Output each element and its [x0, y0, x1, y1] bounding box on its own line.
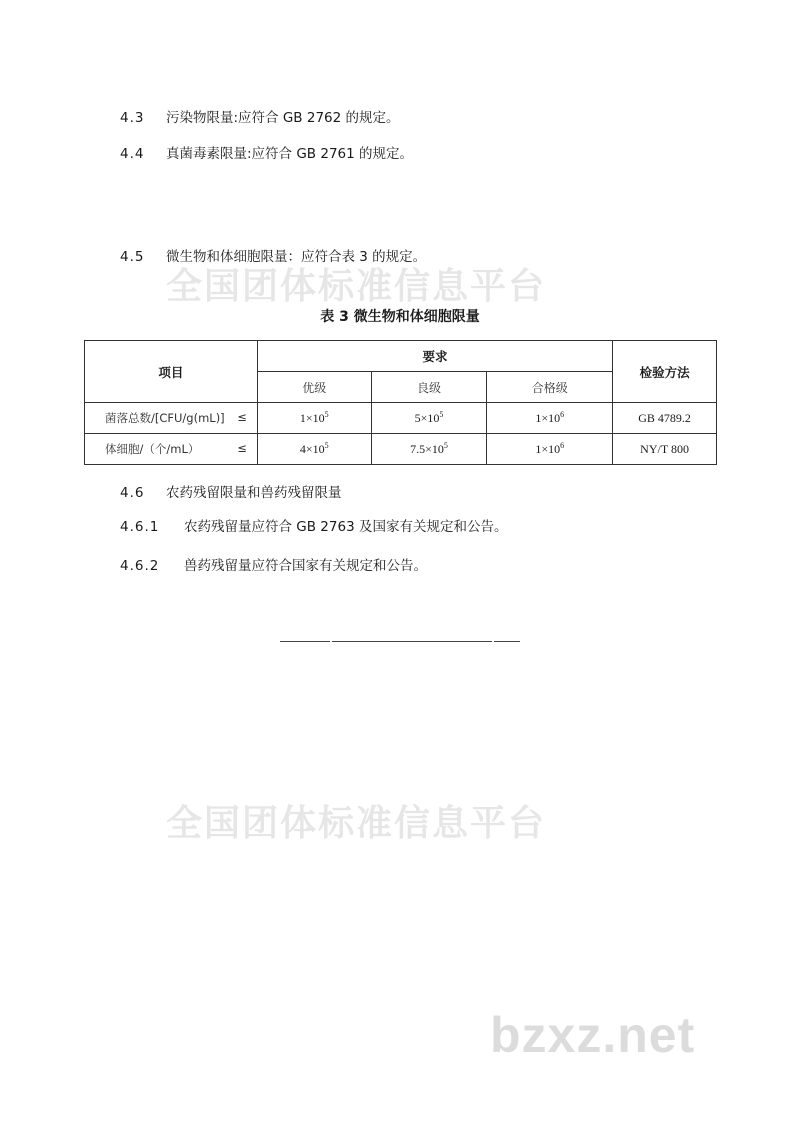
table-title: 表 3 微生物和体细胞限量	[320, 309, 480, 325]
clause-4-6-1	[120, 515, 507, 535]
clause-4-5	[120, 245, 426, 265]
value-method: NY/T 800	[613, 434, 717, 465]
watermark-top: 全国团体标准信息平台	[166, 266, 547, 307]
watermark-middle: 全国团体标准信息平台	[166, 803, 547, 844]
clause-text: 兽药残留量应符合国家有关规定和公告。	[184, 558, 427, 574]
clause-text: 农药残留限量和兽药残留限量	[166, 485, 342, 501]
value-good: $5\times 10^5$	[371, 403, 487, 434]
clause-number: 4.6.1	[120, 519, 160, 535]
grade-good: 良级	[371, 372, 487, 403]
clause-4-6-2	[120, 554, 427, 574]
table-row	[85, 434, 717, 465]
clause-number: 4.6	[120, 485, 145, 501]
row-item	[85, 403, 258, 434]
table-row	[85, 403, 717, 434]
clause-text: 农药残留量应符合 GB 2763 及国家有关规定和公告。	[184, 519, 508, 535]
clause-number: 4.4	[120, 146, 145, 162]
clause-number: 4.6.2	[120, 558, 160, 574]
value-good: $7.5\times 10^5$	[371, 434, 487, 465]
end-rule-center	[332, 641, 492, 642]
limits-table	[84, 340, 717, 465]
clause-4-3	[120, 106, 400, 126]
value-premium: $1\times 10^5$	[257, 403, 371, 434]
brand-watermark: bzxz.net	[490, 1007, 696, 1063]
table-header-row	[85, 341, 717, 372]
value-qualified: $1\times 10^6$	[487, 403, 613, 434]
clause-4-4	[120, 142, 413, 162]
end-rule-right	[494, 641, 520, 642]
clause-number: 4.3	[120, 110, 145, 126]
item-label: 体细胞/（个/mL）	[105, 442, 200, 456]
clause-4-6	[120, 481, 342, 501]
clause-text: 微生物和体细胞限量：应符合表 3 的规定。	[166, 249, 427, 265]
value-method: GB 4789.2	[613, 403, 717, 434]
clause-text: 真菌毒素限量:应符合 GB 2761 的规定。	[166, 146, 414, 162]
clause-number: 4.5	[120, 249, 145, 265]
row-item	[85, 434, 258, 465]
grade-premium: 优级	[257, 372, 371, 403]
grade-qualified: 合格级	[487, 372, 613, 403]
header-method: 检验方法	[613, 341, 717, 403]
item-operator: ≤	[237, 410, 247, 424]
value-qualified: $1\times 10^6$	[487, 434, 613, 465]
value-premium: $4\times 10^5$	[257, 434, 371, 465]
item-label: 菌落总数/[CFU/g(mL)]	[105, 411, 225, 425]
end-rule-left	[280, 641, 330, 642]
header-requirement: 要求	[257, 341, 612, 372]
item-operator: ≤	[237, 441, 247, 455]
clause-text: 污染物限量:应符合 GB 2762 的规定。	[166, 110, 400, 126]
header-item: 项目	[85, 341, 258, 403]
